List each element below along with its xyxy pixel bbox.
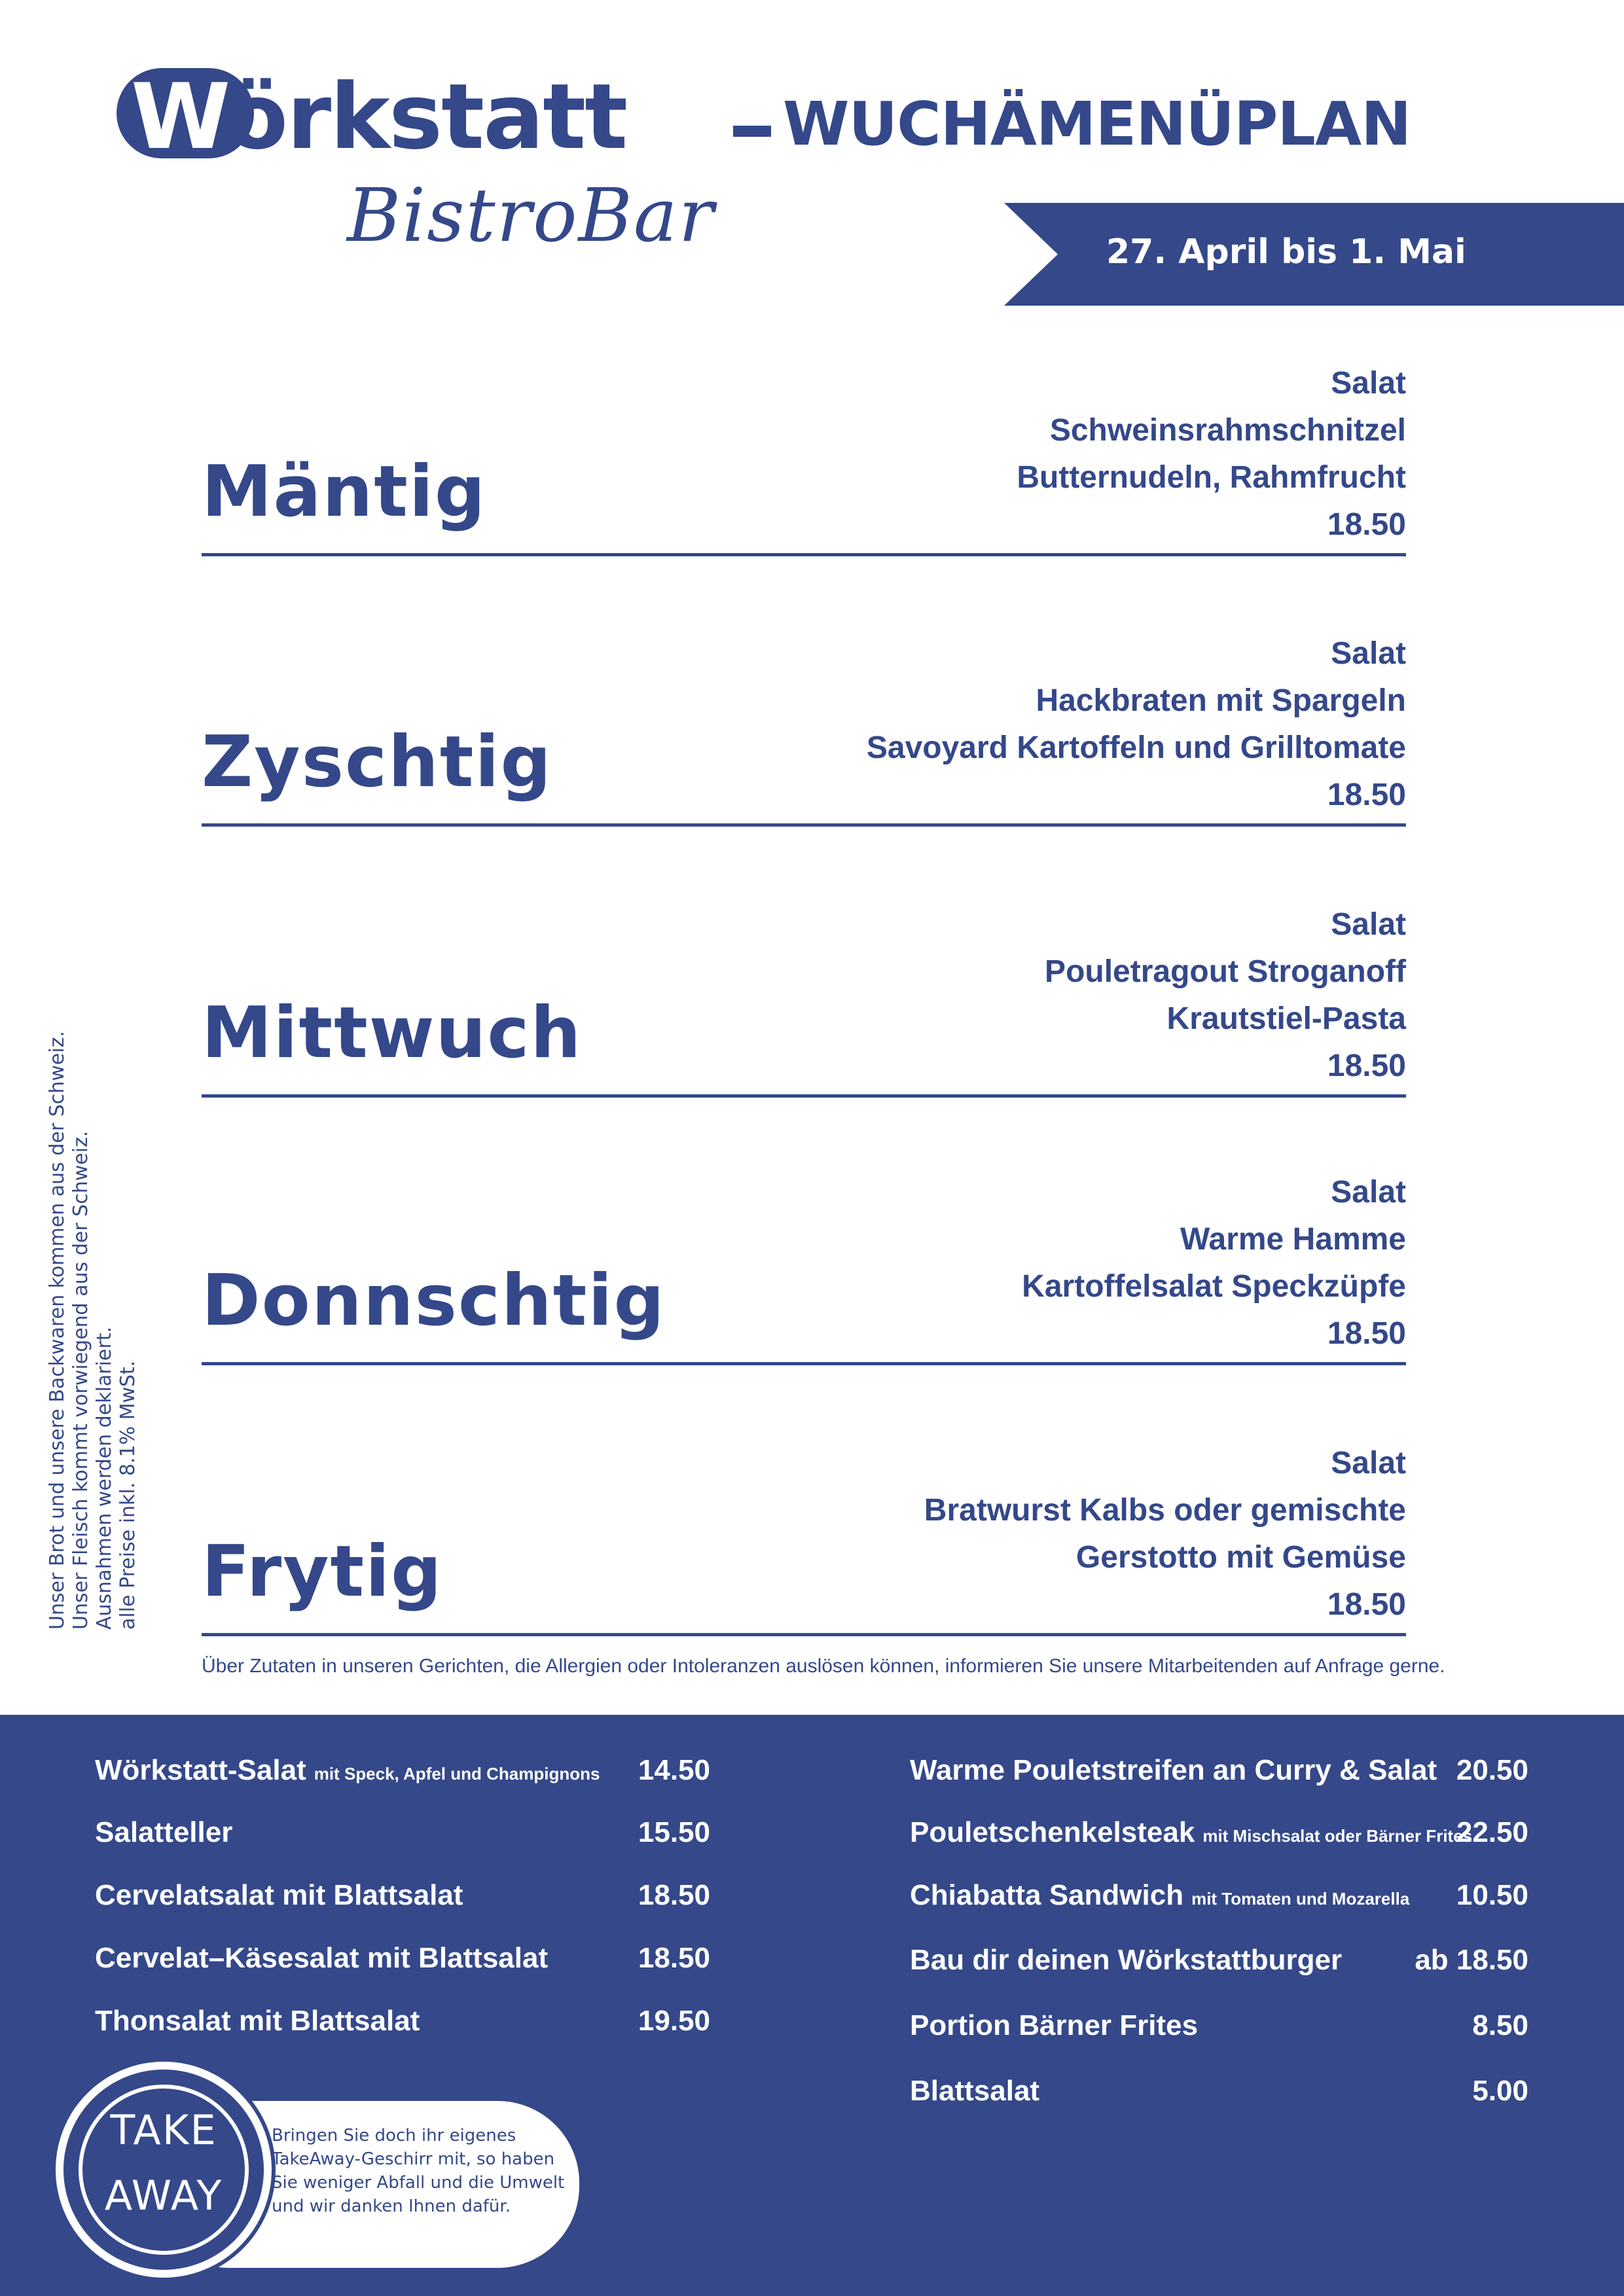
item-name: Chiabatta Sandwich [910,1879,1184,1911]
dish-lines [1045,901,1406,1090]
dish-lines [924,1440,1406,1628]
item-name: Bau dir deinen Wörkstattburger [910,1944,1343,1976]
dish-line: Salat [1331,1446,1406,1480]
dish-line: Savoyard Kartoffeln und Grilltomate [866,730,1406,765]
origin-note-line: Unser Fleisch kommt vorwiegend aus der Schweiz. [69,1130,92,1630]
menu-item [95,1810,710,1856]
item-name: Cervelat–Käsesalat mit Blattsalat [95,1942,549,1974]
logo-rest: örkstatt [226,64,627,170]
dish-price: 18.50 [1327,1049,1406,1083]
item-price: 14.50 [638,1754,710,1786]
dish-line: Schweinsrahmschnitzel [1049,413,1406,448]
item-note: mit Mischsalat oder Bärner Frites [1202,1826,1473,1846]
item-name: Blattsalat [910,2075,1040,2107]
menu-item [95,1873,710,1918]
menu-item [910,1937,1528,1983]
dish-line: Bratwurst Kalbs oder gemischte [924,1493,1406,1528]
takeaway-label [79,2098,249,2229]
dish-line: Hackbraten mit Spargeln [1036,683,1406,718]
item-price: 20.50 [1456,1754,1528,1786]
day-name: Donnschtig [202,1260,666,1342]
dish-line: Pouletragout Stroganoff [1045,954,1406,989]
dish-lines [1017,360,1406,548]
date-range: 27. April bis 1. Mai [1106,232,1466,272]
item-name: Salatteller [95,1816,233,1848]
dish-line: Kartoffelsalat Speckzüpfe [1022,1269,1406,1304]
dish-line: Salat [1331,1175,1406,1210]
takeaway-label-bottom: AWAY [104,2172,223,2219]
dish-line: Krautstiel-Pasta [1166,1001,1406,1036]
logo-subtitle: BistroBar [347,173,715,259]
day-name: Zyschtig [202,721,552,803]
menu-item [95,1998,710,2044]
item-name: Portion Bärner Frites [910,2009,1199,2041]
dish-line: Salat [1331,636,1406,671]
dish-line: Butternudeln, Rahmfrucht [1017,460,1406,495]
item-name: Warme Pouletstreifen an Curry & Salat [910,1754,1437,1786]
dish-line: Warme Hamme [1180,1222,1406,1257]
dish-price: 18.50 [1327,1587,1406,1622]
dish-line: Salat [1331,907,1406,942]
menu-item [910,2003,1528,2049]
menu-item [910,2068,1528,2114]
day-block-tuesday [202,552,1406,827]
day-name: Frytig [202,1531,443,1613]
takeaway-label-top: TAKE [110,2106,217,2154]
dish-lines [1022,1169,1406,1357]
title-dash [733,126,771,137]
item-note: mit Speck, Apfel und Champignons [314,1764,600,1784]
item-name: Cervelatsalat mit Blattsalat [95,1879,463,1911]
item-price: 8.50 [1472,2009,1528,2041]
menu-item [95,1748,710,1793]
menu-item [910,1873,1528,1918]
item-name: Thonsalat mit Blattsalat [95,2005,420,2037]
takeaway-text: Bringen Sie doch ihr eigenes TakeAway-Geschirr mit, so haben Sie weniger Abfall und die Umwelt und wir danken Ihnen dafür. [272,2126,565,2216]
item-price: 18.50 [638,1879,710,1911]
item-price: 22.50 [1456,1816,1528,1848]
day-block-monday [202,281,1406,556]
day-block-thursday [202,1090,1406,1365]
item-price: 10.50 [1456,1879,1528,1911]
divider [202,1633,1406,1636]
origin-note-line: Unser Brot und unsere Backwaren kommen aus der Schweiz. [46,1031,69,1630]
dish-price: 18.50 [1327,1316,1406,1351]
allergy-note: Über Zutaten in unseren Gerichten, die Allergien oder Intoleranzen auslösen können, informieren Sie unsere Mitarbeitenden auf Anfrage gerne. [202,1655,1445,1677]
day-block-friday [202,1361,1406,1636]
dish-line: Salat [1331,366,1406,401]
item-price: 19.50 [638,2005,710,2037]
page-title: WUCHÄMENÜPLAN [783,89,1411,159]
item-note: mit Tomaten und Mozarella [1191,1889,1410,1909]
day-name: Mäntig [202,451,487,533]
item-price: 18.50 [638,1942,710,1974]
item-price: ab 18.50 [1415,1944,1528,1976]
menu-item [910,1810,1528,1856]
day-block-wednesday [202,823,1406,1098]
item-name: Pouletschenkelsteak [910,1816,1195,1848]
item-price: 5.00 [1472,2075,1528,2107]
logo-wordmark [131,64,627,170]
dish-lines [867,630,1406,819]
origin-note-line: Ausnahmen werden deklariert. [93,1326,116,1630]
dish-price: 18.50 [1327,507,1406,542]
menu-item [95,1935,710,1981]
dish-price: 18.50 [1327,778,1406,812]
origin-note-line: alle Preise inkl. 8.1% MwSt. [117,1360,139,1630]
day-name: Mittwuch [202,992,583,1074]
menu-item [910,1748,1528,1793]
logo-initial: W [131,64,226,170]
item-name: Wörkstatt-Salat [95,1754,306,1786]
item-price: 15.50 [638,1816,710,1848]
origin-note [46,1031,140,1630]
dish-line: Gerstotto mit Gemüse [1075,1540,1406,1575]
